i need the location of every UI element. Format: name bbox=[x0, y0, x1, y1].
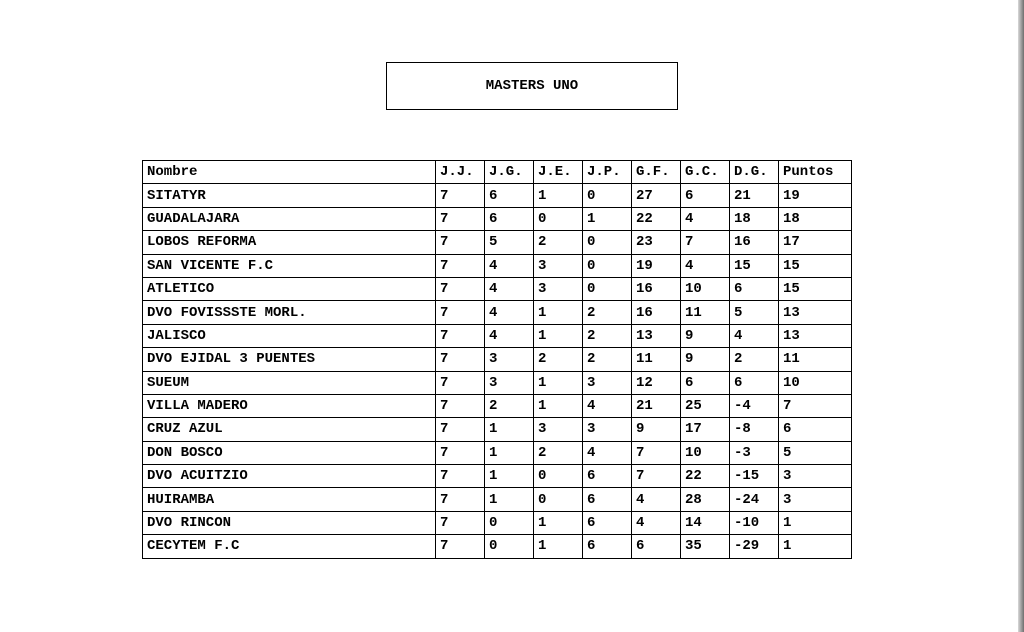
cell-gf: 4 bbox=[632, 511, 681, 534]
table-row bbox=[143, 301, 852, 324]
cell-nombre: DON BOSCO bbox=[143, 441, 436, 464]
cell-jj: 7 bbox=[436, 301, 485, 324]
cell-gf: 11 bbox=[632, 348, 681, 371]
cell-nombre: DVO RINCON bbox=[143, 511, 436, 534]
cell-gc: 9 bbox=[681, 348, 730, 371]
cell-jj: 7 bbox=[436, 254, 485, 277]
header-row bbox=[143, 161, 852, 184]
cell-jp: 6 bbox=[583, 535, 632, 558]
cell-jp: 6 bbox=[583, 511, 632, 534]
cell-puntos: 19 bbox=[779, 184, 852, 207]
cell-dg: -4 bbox=[730, 394, 779, 417]
cell-jj: 7 bbox=[436, 535, 485, 558]
cell-nombre: VILLA MADERO bbox=[143, 394, 436, 417]
cell-nombre: SITATYR bbox=[143, 184, 436, 207]
cell-nombre: SAN VICENTE F.C bbox=[143, 254, 436, 277]
cell-jg: 4 bbox=[485, 254, 534, 277]
cell-dg: 16 bbox=[730, 231, 779, 254]
cell-jg: 6 bbox=[485, 184, 534, 207]
cell-dg: 18 bbox=[730, 207, 779, 230]
table-row bbox=[143, 535, 852, 558]
cell-gc: 14 bbox=[681, 511, 730, 534]
cell-puntos: 1 bbox=[779, 511, 852, 534]
cell-jp: 4 bbox=[583, 394, 632, 417]
page-edge-shadow bbox=[1018, 0, 1024, 632]
cell-gc: 10 bbox=[681, 441, 730, 464]
cell-nombre: CECYTEM F.C bbox=[143, 535, 436, 558]
cell-puntos: 17 bbox=[779, 231, 852, 254]
table-row bbox=[143, 207, 852, 230]
cell-je: 3 bbox=[534, 254, 583, 277]
cell-gc: 10 bbox=[681, 277, 730, 300]
cell-je: 3 bbox=[534, 277, 583, 300]
cell-gc: 17 bbox=[681, 418, 730, 441]
cell-jj: 7 bbox=[436, 207, 485, 230]
cell-gf: 19 bbox=[632, 254, 681, 277]
cell-dg: -29 bbox=[730, 535, 779, 558]
cell-jp: 2 bbox=[583, 301, 632, 324]
cell-puntos: 15 bbox=[779, 277, 852, 300]
table-row bbox=[143, 348, 852, 371]
cell-nombre: GUADALAJARA bbox=[143, 207, 436, 230]
cell-je: 0 bbox=[534, 488, 583, 511]
cell-puntos: 10 bbox=[779, 371, 852, 394]
cell-jp: 6 bbox=[583, 465, 632, 488]
cell-jg: 4 bbox=[485, 301, 534, 324]
cell-gf: 13 bbox=[632, 324, 681, 347]
table-row bbox=[143, 324, 852, 347]
cell-dg: 6 bbox=[730, 277, 779, 300]
header-gf: G.F. bbox=[632, 161, 681, 184]
cell-dg: 6 bbox=[730, 371, 779, 394]
cell-je: 0 bbox=[534, 207, 583, 230]
table-row bbox=[143, 511, 852, 534]
cell-jp: 0 bbox=[583, 184, 632, 207]
cell-dg: 5 bbox=[730, 301, 779, 324]
cell-jg: 5 bbox=[485, 231, 534, 254]
standings-table bbox=[142, 160, 852, 559]
header-gc: G.C. bbox=[681, 161, 730, 184]
cell-je: 1 bbox=[534, 301, 583, 324]
cell-jg: 4 bbox=[485, 324, 534, 347]
cell-jj: 7 bbox=[436, 511, 485, 534]
cell-jp: 0 bbox=[583, 254, 632, 277]
cell-je: 1 bbox=[534, 184, 583, 207]
header-nombre: Nombre bbox=[143, 161, 436, 184]
cell-gf: 23 bbox=[632, 231, 681, 254]
cell-nombre: DVO EJIDAL 3 PUENTES bbox=[143, 348, 436, 371]
cell-jj: 7 bbox=[436, 441, 485, 464]
table-row bbox=[143, 231, 852, 254]
cell-jp: 6 bbox=[583, 488, 632, 511]
table-header bbox=[143, 161, 852, 184]
cell-jj: 7 bbox=[436, 277, 485, 300]
cell-jg: 4 bbox=[485, 277, 534, 300]
cell-gc: 35 bbox=[681, 535, 730, 558]
table-row bbox=[143, 371, 852, 394]
cell-je: 2 bbox=[534, 348, 583, 371]
table-row bbox=[143, 184, 852, 207]
table-body bbox=[143, 184, 852, 558]
cell-puntos: 3 bbox=[779, 488, 852, 511]
cell-dg: -8 bbox=[730, 418, 779, 441]
page-title bbox=[386, 62, 678, 110]
cell-gc: 25 bbox=[681, 394, 730, 417]
cell-jg: 3 bbox=[485, 371, 534, 394]
cell-dg: 15 bbox=[730, 254, 779, 277]
cell-dg: 2 bbox=[730, 348, 779, 371]
cell-gf: 7 bbox=[632, 441, 681, 464]
cell-jp: 2 bbox=[583, 348, 632, 371]
cell-jj: 7 bbox=[436, 488, 485, 511]
cell-puntos: 7 bbox=[779, 394, 852, 417]
cell-nombre: LOBOS REFORMA bbox=[143, 231, 436, 254]
cell-gf: 21 bbox=[632, 394, 681, 417]
cell-puntos: 3 bbox=[779, 465, 852, 488]
table-row bbox=[143, 394, 852, 417]
cell-jj: 7 bbox=[436, 348, 485, 371]
cell-jp: 0 bbox=[583, 231, 632, 254]
title-text: MASTERS UNO bbox=[485, 78, 579, 94]
cell-puntos: 1 bbox=[779, 535, 852, 558]
cell-jj: 7 bbox=[436, 371, 485, 394]
cell-dg: -15 bbox=[730, 465, 779, 488]
cell-jg: 0 bbox=[485, 535, 534, 558]
cell-jg: 1 bbox=[485, 488, 534, 511]
cell-puntos: 13 bbox=[779, 301, 852, 324]
cell-gf: 22 bbox=[632, 207, 681, 230]
cell-jj: 7 bbox=[436, 394, 485, 417]
cell-dg: -3 bbox=[730, 441, 779, 464]
table-row bbox=[143, 418, 852, 441]
table-row bbox=[143, 277, 852, 300]
header-dg: D.G. bbox=[730, 161, 779, 184]
cell-gc: 28 bbox=[681, 488, 730, 511]
header-je: J.E. bbox=[534, 161, 583, 184]
cell-je: 1 bbox=[534, 324, 583, 347]
cell-jg: 3 bbox=[485, 348, 534, 371]
cell-gf: 9 bbox=[632, 418, 681, 441]
cell-gf: 6 bbox=[632, 535, 681, 558]
cell-dg: -24 bbox=[730, 488, 779, 511]
cell-je: 1 bbox=[534, 394, 583, 417]
cell-gf: 27 bbox=[632, 184, 681, 207]
cell-je: 2 bbox=[534, 441, 583, 464]
cell-nombre: JALISCO bbox=[143, 324, 436, 347]
header-jp: J.P. bbox=[583, 161, 632, 184]
cell-gf: 4 bbox=[632, 488, 681, 511]
cell-dg: 21 bbox=[730, 184, 779, 207]
cell-puntos: 18 bbox=[779, 207, 852, 230]
cell-dg: 4 bbox=[730, 324, 779, 347]
cell-nombre: SUEUM bbox=[143, 371, 436, 394]
cell-nombre: DVO FOVISSSTE MORL. bbox=[143, 301, 436, 324]
cell-je: 3 bbox=[534, 418, 583, 441]
cell-je: 1 bbox=[534, 371, 583, 394]
cell-gc: 11 bbox=[681, 301, 730, 324]
cell-je: 1 bbox=[534, 535, 583, 558]
table-row bbox=[143, 488, 852, 511]
cell-jg: 1 bbox=[485, 441, 534, 464]
cell-puntos: 15 bbox=[779, 254, 852, 277]
cell-jp: 1 bbox=[583, 207, 632, 230]
cell-je: 2 bbox=[534, 231, 583, 254]
cell-jj: 7 bbox=[436, 465, 485, 488]
cell-gc: 6 bbox=[681, 184, 730, 207]
cell-gf: 12 bbox=[632, 371, 681, 394]
cell-jg: 2 bbox=[485, 394, 534, 417]
cell-jp: 0 bbox=[583, 277, 632, 300]
cell-puntos: 13 bbox=[779, 324, 852, 347]
cell-gf: 7 bbox=[632, 465, 681, 488]
cell-jp: 3 bbox=[583, 418, 632, 441]
cell-jj: 7 bbox=[436, 184, 485, 207]
cell-gf: 16 bbox=[632, 301, 681, 324]
cell-nombre: CRUZ AZUL bbox=[143, 418, 436, 441]
cell-je: 1 bbox=[534, 511, 583, 534]
cell-je: 0 bbox=[534, 465, 583, 488]
cell-jg: 0 bbox=[485, 511, 534, 534]
table-row bbox=[143, 254, 852, 277]
cell-jg: 6 bbox=[485, 207, 534, 230]
header-puntos: Puntos bbox=[779, 161, 852, 184]
cell-jj: 7 bbox=[436, 418, 485, 441]
cell-puntos: 6 bbox=[779, 418, 852, 441]
cell-jg: 1 bbox=[485, 465, 534, 488]
cell-gc: 22 bbox=[681, 465, 730, 488]
cell-nombre: DVO ACUITZIO bbox=[143, 465, 436, 488]
cell-jj: 7 bbox=[436, 231, 485, 254]
cell-nombre: HUIRAMBA bbox=[143, 488, 436, 511]
cell-jg: 1 bbox=[485, 418, 534, 441]
cell-dg: -10 bbox=[730, 511, 779, 534]
cell-jp: 3 bbox=[583, 371, 632, 394]
header-jg: J.G. bbox=[485, 161, 534, 184]
cell-jp: 4 bbox=[583, 441, 632, 464]
table-row bbox=[143, 465, 852, 488]
cell-gc: 4 bbox=[681, 254, 730, 277]
table-row bbox=[143, 441, 852, 464]
cell-gc: 7 bbox=[681, 231, 730, 254]
cell-gc: 6 bbox=[681, 371, 730, 394]
header-jj: J.J. bbox=[436, 161, 485, 184]
cell-jj: 7 bbox=[436, 324, 485, 347]
cell-nombre: ATLETICO bbox=[143, 277, 436, 300]
cell-gc: 9 bbox=[681, 324, 730, 347]
cell-gf: 16 bbox=[632, 277, 681, 300]
cell-jp: 2 bbox=[583, 324, 632, 347]
cell-gc: 4 bbox=[681, 207, 730, 230]
cell-puntos: 5 bbox=[779, 441, 852, 464]
cell-puntos: 11 bbox=[779, 348, 852, 371]
